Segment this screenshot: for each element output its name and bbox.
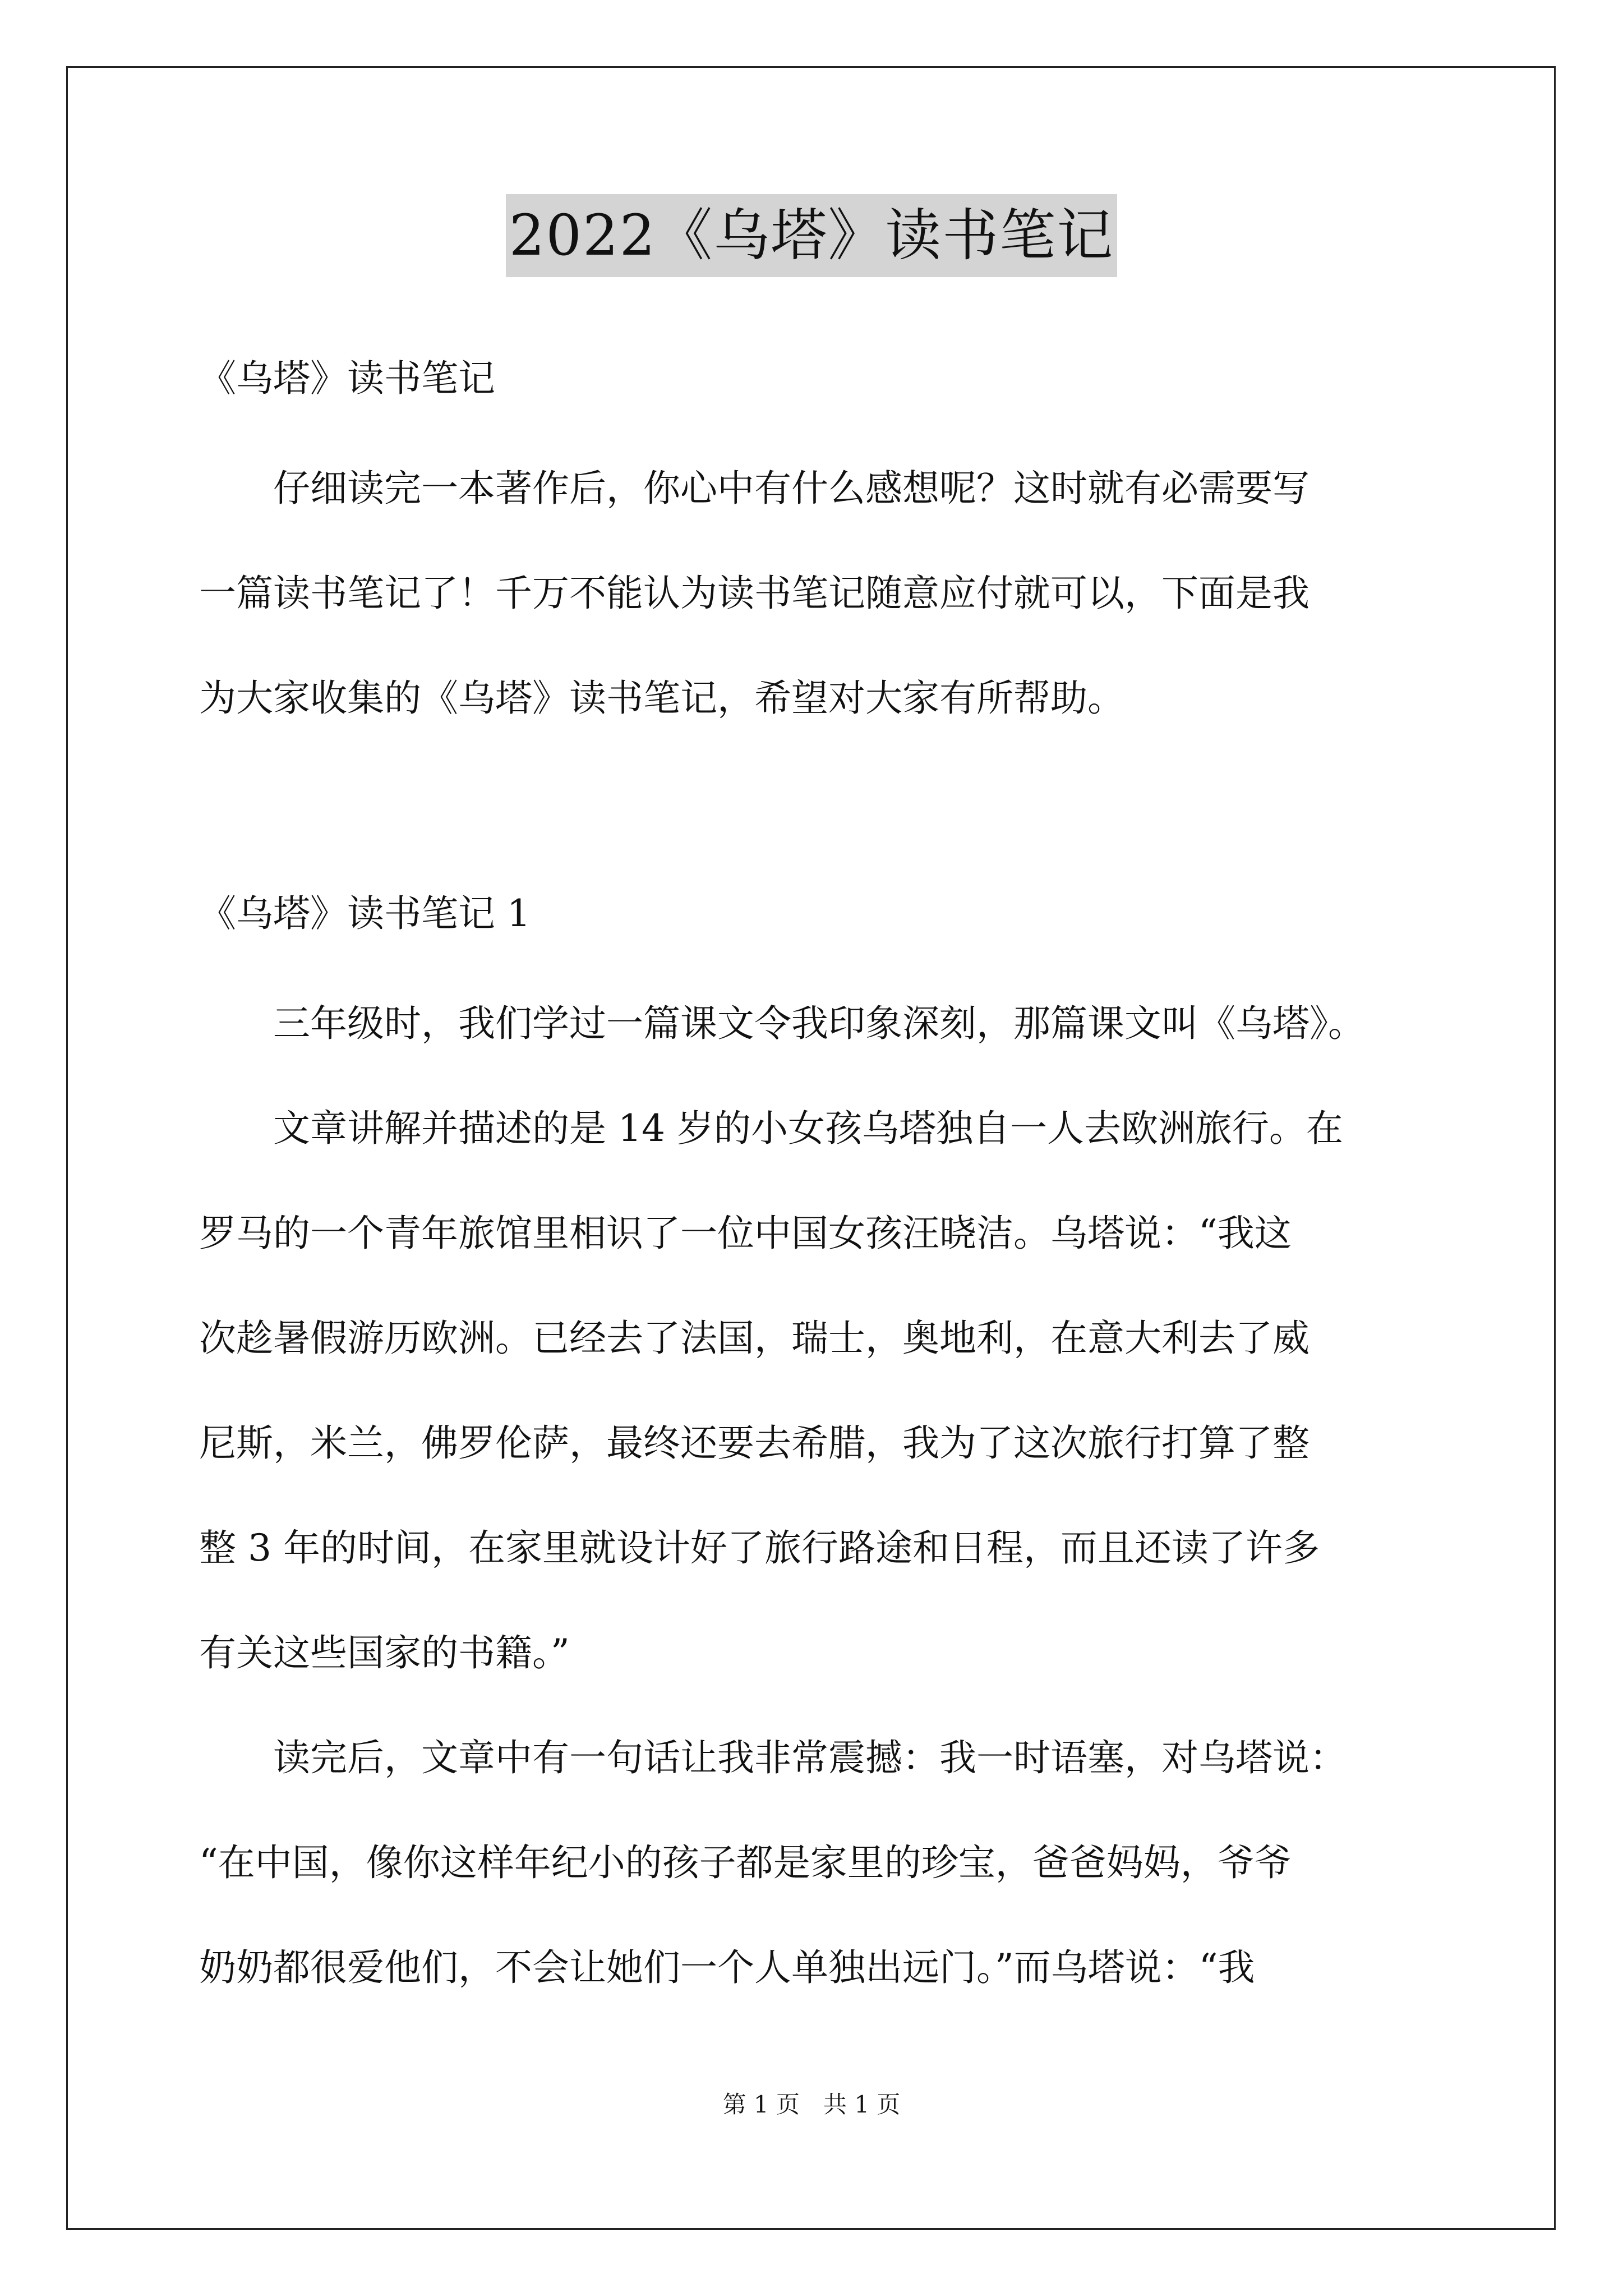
body-line: 次趁暑假游历欧洲。已经去了法国，瑞士，奥地利，在意大利去了威	[199, 1317, 1310, 1360]
body-line: 整 3 年的时间，在家里就设计好了旅行路途和日程，而且还读了许多	[199, 1526, 1320, 1570]
page-footer: 第 1 页 共 1 页	[722, 2091, 901, 2118]
section-heading: 《乌塔》读书笔记 1	[199, 892, 531, 935]
intro-line: 一篇读书笔记了！千万不能认为读书笔记随意应付就可以，下面是我	[199, 572, 1310, 615]
title-container	[0, 194, 1623, 277]
body-line: 奶奶都很爱他们，不会让她们一个人单独出远门。”而乌塔说：“我	[199, 1946, 1255, 1989]
body-line: 文章讲解并描述的是 14 岁的小女孩乌塔独自一人去欧洲旅行。在	[199, 1107, 1343, 1150]
body-line: 有关这些国家的书籍。”	[199, 1631, 570, 1674]
intro-line: 为大家收集的《乌塔》读书笔记，希望对大家有所帮助。	[199, 677, 1124, 720]
body-line: 罗马的一个青年旅馆里相识了一位中国女孩汪晓洁。乌塔说：“我这	[199, 1212, 1292, 1255]
document-title: 2022《乌塔》读书笔记	[506, 194, 1118, 277]
intro-line: 仔细读完一本著作后，你心中有什么感想呢？这时就有必需要写	[199, 467, 1310, 510]
body-line: 尼斯，米兰，佛罗伦萨，最终还要去希腊，我为了这次旅行打算了整	[199, 1421, 1310, 1465]
body-line: “在中国，像你这样年纪小的孩子都是家里的珍宝，爸爸妈妈，爷爷	[199, 1841, 1292, 1884]
body-line: 读完后，文章中有一句话让我非常震撼：我一时语塞，对乌塔说：	[199, 1736, 1347, 1779]
body-line: 三年级时，我们学过一篇课文令我印象深刻，那篇课文叫《乌塔》。	[199, 1002, 1365, 1045]
document-subtitle: 《乌塔》读书笔记	[199, 357, 495, 400]
